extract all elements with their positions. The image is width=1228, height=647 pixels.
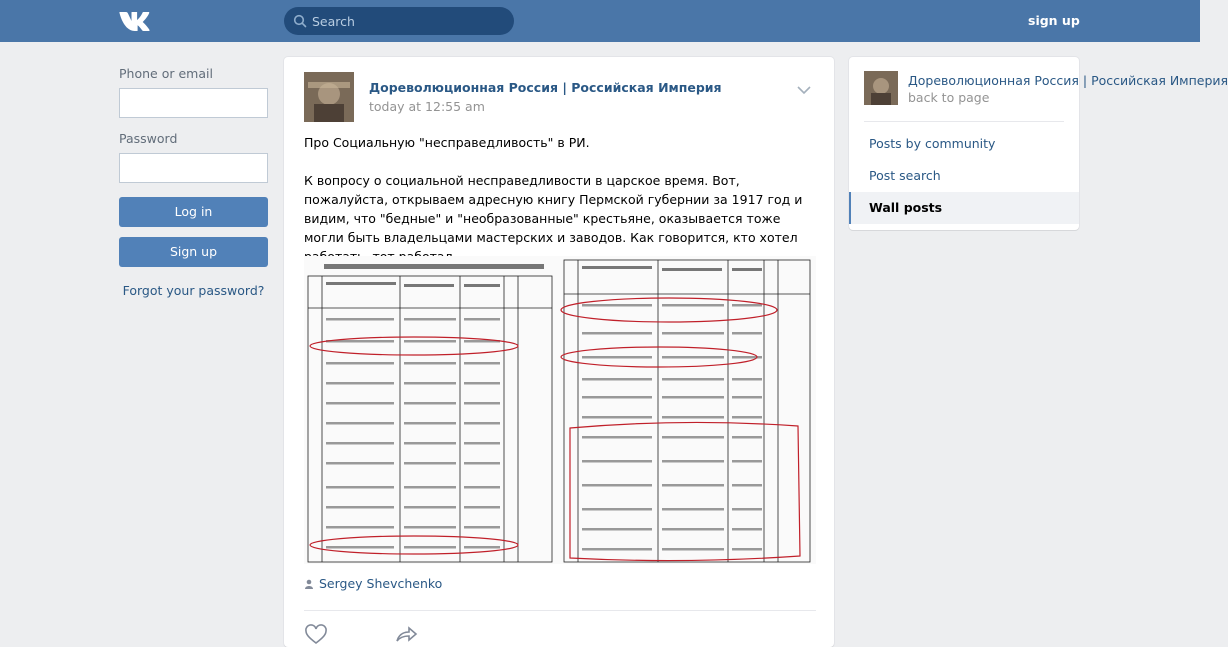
post-text-title: Про Социальную "несправедливость" в РИ. [304,135,590,150]
post-author-link[interactable]: Дореволюционная Россия | Российская Империя [369,80,722,95]
community-sidebar [849,57,1228,230]
avatar-image-icon [304,72,354,122]
post-time[interactable]: today at 12:55 am [369,99,485,114]
heart-icon[interactable] [304,625,328,645]
post-text-body: К вопросу о социальной несправедливости в царское время. Вот, пожалуйста, открываем адресную книгу Пермской губернии за 1917 год и видим, что "бедные" и "необразованные" крестьяне, оказывается тоже могли быть владельцами мастерских и заводов. Как говорится, кто хотел [304,173,803,245]
top-bar [0,0,1200,42]
share-icon[interactable] [394,625,418,645]
phone-email-input[interactable] [119,88,268,118]
sidebar-item-post-search[interactable]: Post search [869,168,941,183]
password-label: Password [119,131,178,146]
post-signature[interactable] [304,576,442,591]
post-divider [304,610,816,611]
phone-label: Phone or email [119,66,213,81]
search-icon [293,14,307,28]
sidebar-item-wall-posts[interactable]: Wall posts [849,192,1079,224]
forgot-password-link[interactable]: Forgot your password? [122,283,265,298]
user-icon [304,579,314,589]
scanned-table-image-icon [304,256,816,564]
wall-post [284,57,834,647]
sidebar-divider [864,121,1064,122]
login-button[interactable]: Log in [119,197,268,227]
signature-name: Sergey Shevchenko [319,576,443,591]
password-input[interactable] [119,153,268,183]
login-form [119,66,268,298]
sidebar-item-posts-by-community[interactable]: Posts by community [869,136,996,151]
chevron-down-icon[interactable] [796,85,812,95]
search-box[interactable] [284,7,514,35]
sidebar-avatar-image-icon [864,71,898,105]
sidebar-community-name[interactable]: Дореволюционная Россия | Российская Империя [908,73,1228,88]
vk-logo-icon[interactable] [119,10,153,32]
search-input[interactable] [312,7,507,35]
signup-button[interactable]: Sign up [119,237,268,267]
signup-link[interactable]: sign up [1028,13,1080,28]
post-text [304,133,816,266]
post-photo[interactable] [304,256,816,564]
sidebar-community-avatar[interactable] [864,71,898,105]
back-to-page-link[interactable]: back to page [908,90,990,105]
community-avatar[interactable] [304,72,354,122]
